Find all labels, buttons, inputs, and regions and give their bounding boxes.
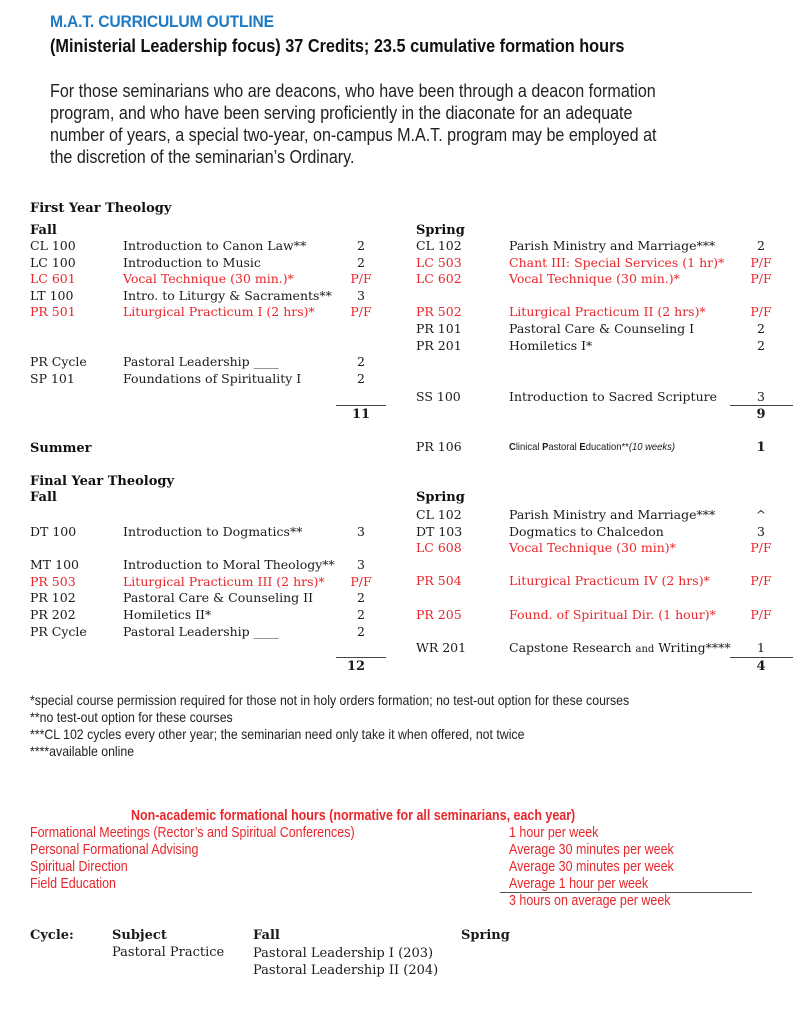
course-name: Pastoral Care & Counseling II [123,590,314,606]
first-year-spring-label: Spring [416,223,465,238]
cycle-spring-header: Spring [461,928,510,943]
intro-line: number of years, a special two-year, on-campus M.A.T. program may be employed at [50,124,657,145]
course-name: Homiletics II* [123,607,212,622]
course-name: Found. of Spiritual Dir. (1 hour)* [509,606,716,622]
course-credits: P/F [350,304,372,320]
document-title: M.A.T. CURRICULUM OUTLINE [50,12,274,31]
course-code: DT 100 [30,524,77,539]
course-credits: P/F [750,271,772,287]
course-credits: 3 [757,523,765,539]
name-part: ducation** [585,441,629,453]
table-row [30,624,390,641]
course-code: PR Cycle [30,623,87,639]
course-code: SS 100 [416,389,461,404]
first-year-fall-total: 11 [351,407,371,422]
course-code: PR 501 [30,304,76,320]
course-code: MT 100 [30,557,79,573]
course-name: Introduction to Music [123,254,261,270]
table-row [30,354,390,371]
non-academic-total: 3 hours on average per week [509,893,671,909]
table-row [30,304,390,321]
document-subtitle: (Ministerial Leadership focus) 37 Credits; 23.5 cumulative formation hours [50,35,625,56]
course-name: Pastoral Leadership ____ [123,623,279,639]
table-row [416,640,796,657]
course-name: Vocal Technique (30 min.)* [123,271,294,287]
name-part: Writing**** [654,640,731,655]
course-code: WR 201 [416,640,467,655]
intro-paragraph [50,80,711,168]
non-academic-heading: Non-academic formational hours (normative for all seminarians, each year) [131,808,576,824]
table-row [30,524,390,541]
course-code: LC 100 [30,254,76,270]
course-credits: 1 [757,640,765,655]
course-credits: 2 [357,370,365,386]
name-part: astoral [548,441,580,453]
course-code: PR Cycle [30,354,87,369]
table-row [416,389,796,406]
final-year-fall-label: Fall [30,490,57,505]
course-credits: 3 [357,524,365,539]
course-code: CL 102 [416,238,462,253]
course-name: Liturgical Practicum IV (2 hrs)* [509,573,710,589]
table-row [416,507,796,524]
course-credits: 2 [757,238,765,253]
table-row [416,255,796,272]
course-credits: P/F [350,271,372,287]
table-row [30,255,390,272]
table-row [30,557,390,574]
course-credits: P/F [350,573,372,589]
table-row [30,238,390,255]
footnotes [30,692,629,760]
course-name: Introduction to Sacred Scripture [509,389,718,404]
course-credits: P/F [750,573,772,589]
name-part: and [635,644,655,655]
intro-line: the discretion of the seminarian’s Ordinary. [50,146,355,167]
final-year-fall-total: 12 [346,659,366,674]
course-name: Intro. to Liturgy & Sacraments** [123,287,332,303]
name-part: E [579,441,586,453]
first-year-heading: First Year Theology [30,201,172,216]
name-part: P [542,441,549,453]
course-credits: 3 [757,389,765,404]
table-row [30,288,390,305]
course-name: Liturgical Practicum II (2 hrs)* [509,304,706,320]
table-row [30,574,390,591]
course-credits: 2 [357,354,365,369]
table-row [30,590,390,607]
course-credits: ^ [755,507,767,522]
course-code: DT 103 [416,523,463,539]
non-academic-item-value: Average 1 hour per week [509,876,649,892]
intro-line: For those seminarians who are deacons, who have been through a deacon formation [50,80,656,101]
course-credits: P/F [750,304,772,320]
total-rule [730,657,793,658]
cycle-fall-header: Fall [253,928,280,943]
summer-course-code: PR 106 [416,439,462,454]
course-name: Dogmatics to Chalcedon [509,523,664,539]
name-part: linical [515,441,543,453]
name-part: Capstone Research [509,640,636,655]
course-credits: 3 [357,557,365,573]
non-academic-item-label: Formational Meetings (Rector’s and Spiritual Conferences) [30,825,355,841]
course-credits: 2 [357,238,365,253]
summer-credits: 1 [756,440,766,455]
footnote: **no test-out option for these courses [30,709,233,725]
course-credits: P/F [750,254,772,270]
course-code: LC 608 [416,540,462,556]
table-row [416,607,796,624]
course-credits: P/F [750,540,772,556]
cycle-fall-list [253,945,438,979]
course-name: Homiletics I* [509,337,593,353]
first-year-fall-label: Fall [30,223,57,238]
table-row [416,573,796,590]
course-name: Introduction to Dogmatics** [123,524,303,539]
intro-line: program, and who have been serving proficiently in the diaconate for an adequate [50,102,633,123]
non-academic-labels [30,825,355,893]
course-code: CL 102 [416,507,462,522]
course-credits: 2 [357,623,365,639]
course-code: PR 504 [416,573,462,589]
course-code: PR 102 [30,590,76,606]
course-name: Liturgical Practicum III (2 hrs)* [123,573,325,589]
cycle-subject: Pastoral Practice [112,945,225,960]
course-credits: 2 [357,254,365,270]
course-credits: P/F [750,606,772,622]
course-code: PR 101 [416,321,462,336]
course-code: CL 100 [30,238,76,253]
final-year-heading: Final Year Theology [30,474,175,489]
cycle-fall-item: Pastoral Leadership I (203) [253,946,434,961]
course-credits: 2 [757,337,765,353]
course-name: Introduction to Canon Law** [123,238,307,253]
course-name: Introduction to Moral Theology** [123,557,335,573]
course-code: LC 503 [416,254,462,270]
table-row [416,338,796,355]
non-academic-item-value: 1 hour per week [509,825,599,841]
table-row [30,371,390,388]
footnote: ****available online [30,743,135,759]
non-academic-item-label: Spiritual Direction [30,859,128,875]
total-rule [730,405,793,406]
table-row [416,321,796,338]
course-name [509,640,731,659]
course-code: SP 101 [30,370,75,386]
name-italic: (10 weeks) [628,441,676,453]
course-name: Parish Ministry and Marriage*** [509,238,716,253]
course-credits: 2 [357,607,365,622]
summer-course-name [509,441,675,453]
name-part: C [509,441,516,453]
course-code: PR 202 [30,607,76,622]
total-rule [336,405,386,406]
footnote: *special course permission required for those not in holy orders formation; no test-out option for these courses [30,692,630,708]
course-credits: 2 [357,590,365,606]
table-row [416,524,796,541]
first-year-spring-total: 9 [756,407,766,422]
course-code: LT 100 [30,287,74,303]
non-academic-values [509,825,674,893]
course-name: Vocal Technique (30 min)* [509,540,676,556]
table-row [30,271,390,288]
course-name: Parish Ministry and Marriage*** [509,507,716,522]
course-credits: 2 [757,321,765,336]
course-code: PR 502 [416,304,462,320]
total-rule [336,657,386,658]
non-academic-item-value: Average 30 minutes per week [509,859,674,875]
footnote: ***CL 102 cycles every other year; the seminarian need only take it when offered, not twice [30,726,525,742]
cycle-label: Cycle: [30,928,74,943]
table-row [30,607,390,624]
course-name: Chant III: Special Services (1 hr)* [509,254,725,270]
course-code: PR 503 [30,573,76,589]
course-name: Liturgical Practicum I (2 hrs)* [123,304,315,320]
course-code: LC 602 [416,271,462,287]
cycle-fall-item: Pastoral Leadership II (204) [253,963,439,978]
table-row [416,540,796,557]
non-academic-item-value: Average 30 minutes per week [509,842,674,858]
non-academic-item-label: Personal Formational Advising [30,842,199,858]
table-row [416,271,796,288]
course-code: PR 205 [416,606,462,622]
course-code: LC 601 [30,271,76,287]
table-row [416,304,796,321]
course-name: Pastoral Leadership ____ [123,354,279,369]
final-year-spring-total: 4 [756,659,766,674]
table-row [416,238,796,255]
final-year-spring-label: Spring [416,490,465,505]
course-code: PR 201 [416,337,462,353]
summer-label: Summer [30,441,92,456]
course-name: Pastoral Care & Counseling I [509,321,695,336]
cycle-subject-header: Subject [112,928,167,943]
course-name: Foundations of Spirituality I [123,370,302,386]
non-academic-item-label: Field Education [30,876,116,892]
course-name: Vocal Technique (30 min.)* [509,271,680,287]
course-credits: 3 [357,287,365,303]
